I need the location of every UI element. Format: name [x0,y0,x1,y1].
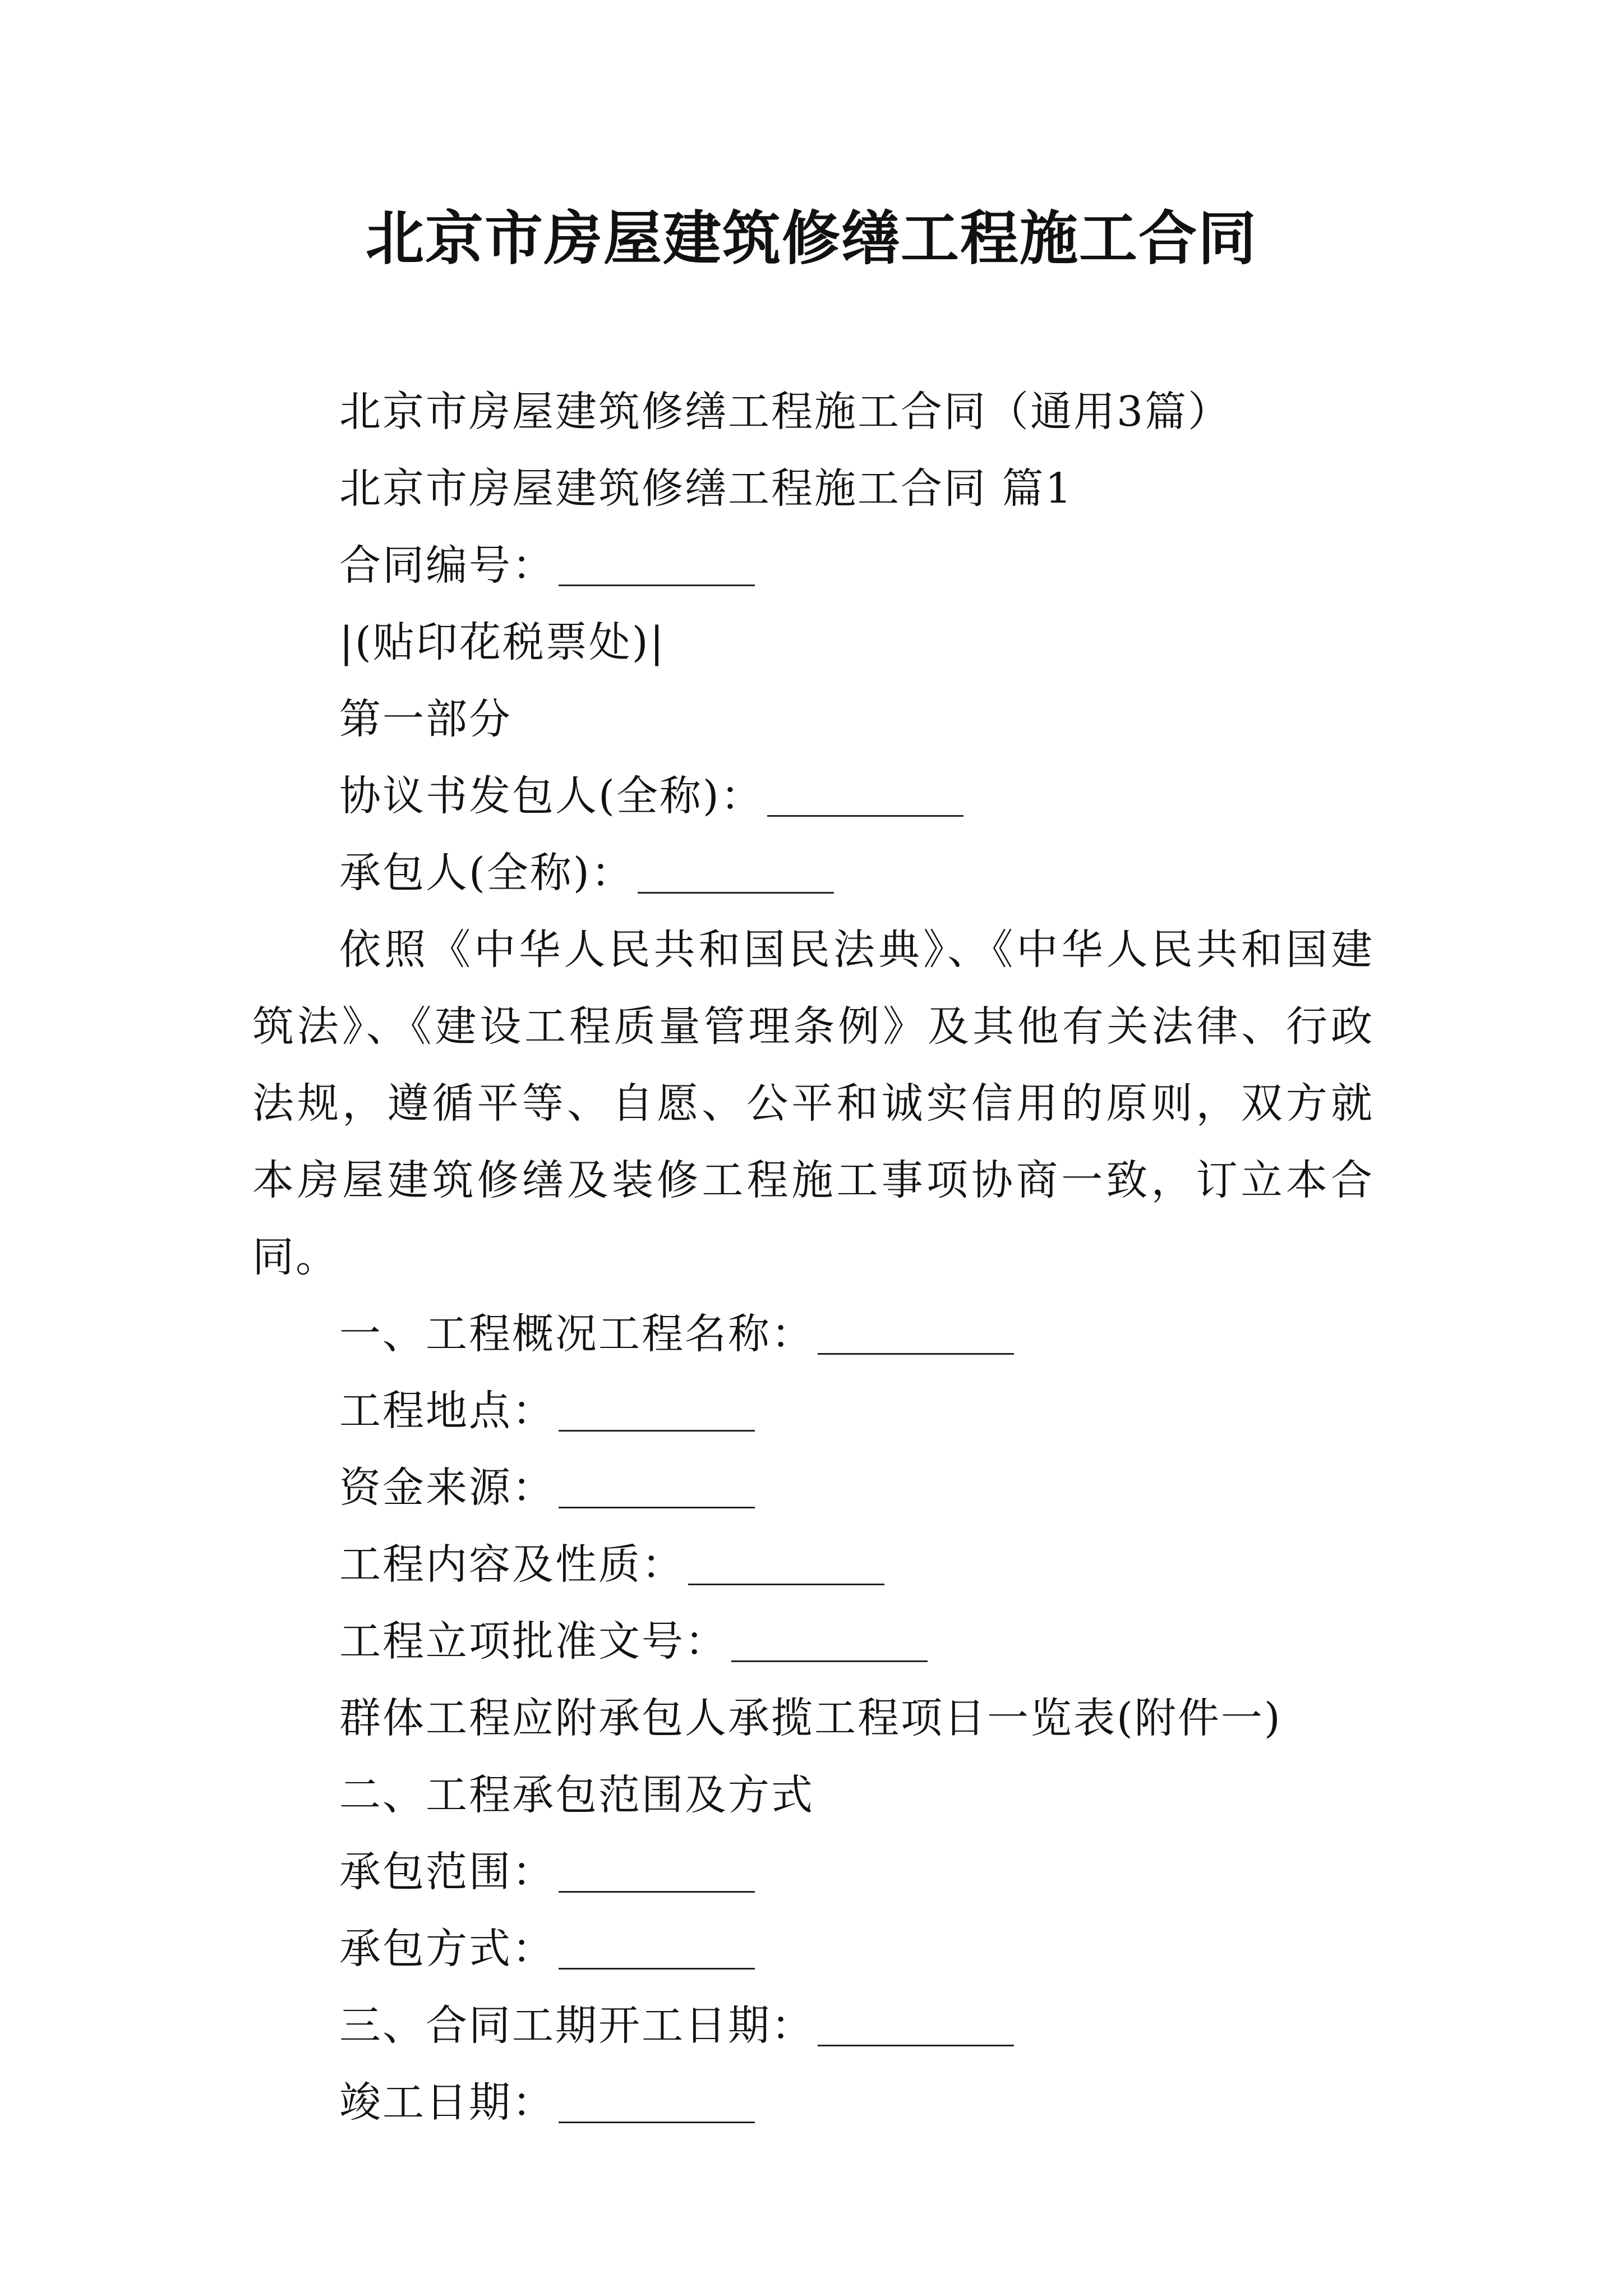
line-text: 承包方式： [339,1925,555,1973]
funding-source-blank [559,1467,755,1508]
section-heading [252,450,1374,527]
start-date-blank [818,2005,1014,2046]
line-text: 承包范围： [339,1848,555,1896]
contract-number-blank [559,545,755,586]
line-text: 工程立项批准文号： [339,1617,728,1665]
project-content-line [252,1526,1374,1603]
line-text: 北京市房屋建筑修缮工程施工合同（通用3篇） [339,388,1232,436]
scope-line [252,1834,1374,1911]
line-text: 工程地点： [339,1387,555,1435]
scope-heading [252,1757,1374,1834]
approval-number-line [252,1603,1374,1680]
line-text: 二、工程承包范围及方式 [339,1771,814,1819]
method-blank [559,1929,755,1970]
line-text: 合同编号： [339,541,555,590]
group-project-line [252,1680,1374,1757]
completion-date-blank [559,2082,755,2123]
project-location-blank [559,1391,755,1432]
approval-number-blank [731,1621,928,1662]
document-body [252,374,1374,2141]
part-heading [252,681,1374,758]
subtitle-line [252,374,1374,450]
scope-blank [559,1852,755,1893]
employer-line [252,758,1374,835]
completion-date-line [252,2064,1374,2141]
line-text: 一、工程概况工程名称： [339,1310,814,1358]
start-date-line [252,1987,1374,2064]
project-location-line [252,1373,1374,1450]
method-line [252,1911,1374,1987]
preamble-paragraph: 依照《中华人民共和国民法典》、《中华人民共和国建筑法》、《建设工程质量管理条例》及其他有关法律、行政法规，遵循平等、自愿、公平和诚实信用的原则，双方就本房屋建筑修缮及装修工程施工事项协商一致，订立本合同。 [252,926,1374,1281]
contract-number-line [252,527,1374,604]
line-text: 第一部分 [339,695,512,743]
document-title: 北京市房屋建筑修缮工程施工合同 [365,204,1257,273]
line-text: 资金来源： [339,1464,555,1512]
line-text: 竣工日期： [339,2078,555,2127]
funding-source-line [252,1450,1374,1526]
contractor-line [252,835,1374,912]
stamp-tax-line [252,604,1374,681]
contractor-blank [638,853,834,894]
line-text: |(贴印花税票处)| [339,618,666,666]
line-text: 北京市房屋建筑修缮工程施工合同 篇1 [339,464,1073,513]
line-text: 工程内容及性质： [339,1540,685,1589]
project-name-blank [818,1314,1014,1355]
line-text: 三、合同工期开工日期： [339,2001,814,2050]
line-text: 群体工程应附承包人承揽工程项日一览表(附件一) [339,1694,1282,1742]
line-text: 协议书发包人(全称)： [339,772,764,820]
project-name-line [252,1296,1374,1373]
project-content-blank [688,1544,884,1585]
employer-blank [767,776,963,817]
line-text: 承包人(全称)： [339,849,634,897]
